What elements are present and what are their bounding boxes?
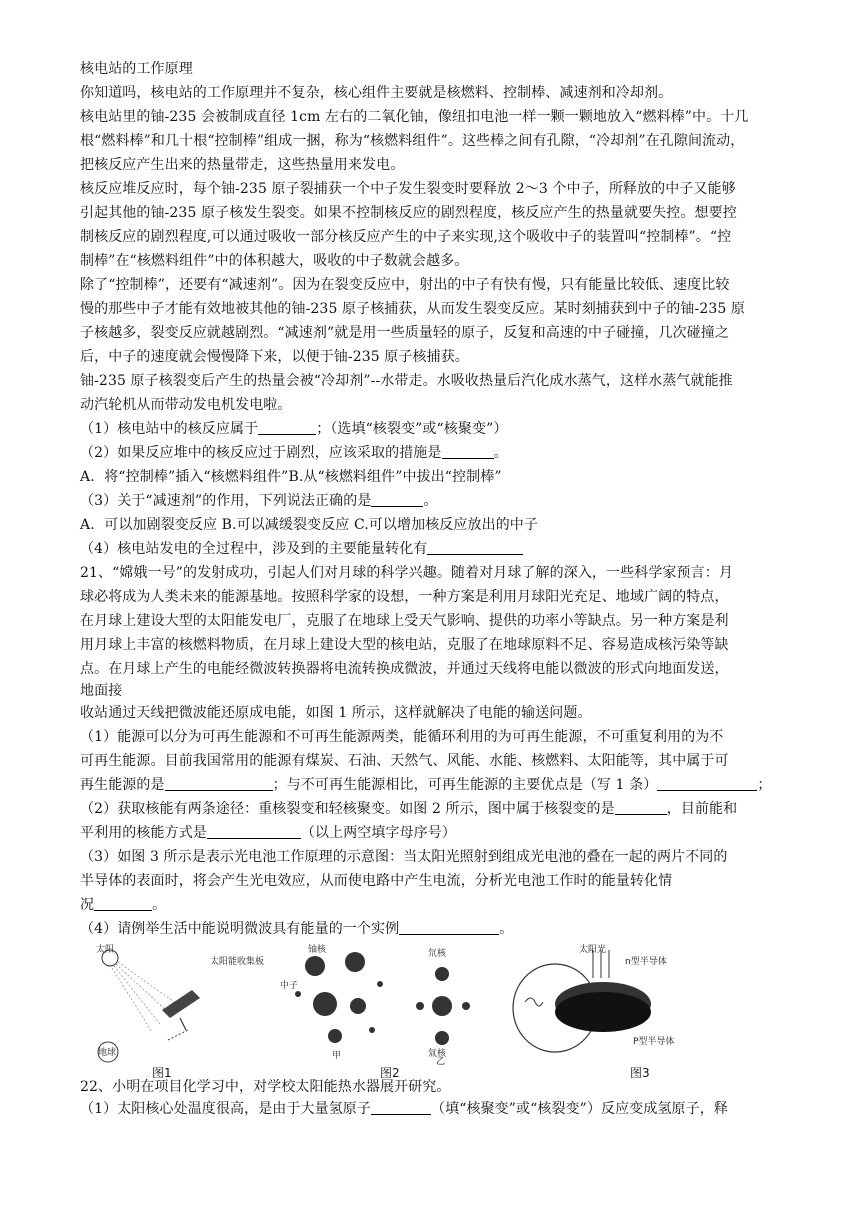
figure-2 xyxy=(280,944,490,1080)
answer-blank[interactable] xyxy=(427,540,523,555)
svg-text:铀核: 铀核 xyxy=(308,945,327,955)
passage-line: 铀-235 原子核裂变后产生的热量会被“冷却剂”--水带走。水吸收热量后汽化成水蒸气，这样水蒸气就能推 xyxy=(80,373,733,389)
figure-1 xyxy=(90,944,265,1080)
question-21-4: （4）请例举生活中能说明微波具有能量的一个实例 。 xyxy=(80,921,514,937)
passage-line: 引起其他的铀-235 原子核发生裂变。如果不控制核反应的剧烈程度，核反应产生的热量就要失控。想要控 xyxy=(80,205,737,221)
answer-blank[interactable] xyxy=(258,420,316,435)
passage-line: 子核越多，裂变反应就越剧烈。“减速剂”就是用一些质量轻的原子，反复和高速的中子碰撞，几次碰撞之 xyxy=(80,325,730,341)
fission-diagram xyxy=(295,952,383,1043)
passage-line: 核电站里的铀-235 会被制成直径 1cm 左右的二氧化铀，像纽扣电池一样一颗一颗地放入“燃料棒”中。十几 xyxy=(80,109,749,125)
semiconductor-p-shape xyxy=(555,992,651,1032)
passage-21-line: 在月球上建设大型的太阳能发电厂，克服了在地球上受天气影响、提供的功率小等缺点。另一种方案是利 xyxy=(80,613,729,629)
svg-text:P型半导体: P型半导体 xyxy=(633,1037,675,1047)
answer-blank[interactable] xyxy=(657,776,757,791)
question-21-1-end: 再生能源的是 ；与不可再生能源相比，可再生能源的主要优点是（写 1 条） ； xyxy=(80,777,772,793)
answer-blank[interactable] xyxy=(371,1100,431,1115)
svg-text:中子: 中子 xyxy=(280,981,299,991)
solar-panel-shape xyxy=(162,990,200,1018)
passage-title: 核电站的工作原理 xyxy=(80,61,193,77)
svg-text:氚核: 氚核 xyxy=(428,1049,447,1059)
question-21-2b: 平利用的核能方式是 （以上两空填字母序号） xyxy=(80,825,457,841)
passage-21-line: 收站通过天线把微波能还原成电能，如图 1 所示，这样就解决了电能的输送问题。 xyxy=(80,705,592,721)
answer-blank[interactable] xyxy=(94,896,152,911)
answer-blank[interactable] xyxy=(399,920,499,935)
figure-2-caption: 图2 xyxy=(380,1066,400,1080)
svg-text:太阳: 太阳 xyxy=(96,945,115,955)
passage-line: 把核反应产生出来的热量带走，这些热量用来发电。 xyxy=(80,157,405,173)
question-4: （4）核电站发电的全过程中，涉及到的主要能量转化有 xyxy=(80,540,780,558)
passage-line: 动汽轮机从而带动发电机发电啦。 xyxy=(80,397,292,413)
figure-3 xyxy=(505,944,675,1080)
passage-21-line: 球必将成为人类未来的能源基地。按照科学家的设想，一种方案是利用月球阳光充足、地域广阔的特点， xyxy=(80,589,729,605)
passage-21-line: （1）能源可以分为可再生能源和不可再生能源两类，能循环利用的为可再生能源，不可重复利用的为不 xyxy=(80,729,724,745)
figure-1-caption: 图1 xyxy=(152,1066,172,1080)
figures-row xyxy=(90,944,675,1084)
figure-1-diagram xyxy=(90,944,265,1064)
question-2: （2）如果反应堆中的核反应过于剧烈，应该采取的措施是 。 xyxy=(80,445,508,461)
passage-line: 制核反应的剧烈程度,可以通过吸收一部分核反应产生的中子来实现,这个吸收中子的装置叫“控制棒”。“控 xyxy=(80,229,732,245)
passage-line: 后，中子的速度就会慢慢降下来，以便于铀-235 原子核捕获。 xyxy=(80,349,469,365)
answer-blank[interactable] xyxy=(207,824,301,839)
svg-text:乙: 乙 xyxy=(436,1057,446,1067)
answer-blank[interactable] xyxy=(371,492,423,507)
passage-21-line: 点。在月球上产生的电能经微波转换器将电流转换成微波，并通过天线将电能以微波的形式向地面发送， xyxy=(80,661,729,677)
passage-line: 你知道吗，核电站的工作原理并不复杂，核心组件主要就是核燃料、控制棒、减速剂和冷却剂。 xyxy=(80,85,673,101)
figure-3-diagram xyxy=(505,944,675,1064)
question-22-1: （1）太阳核心处温度很高，是由于大量氢原子 （填“核聚变”或“核裂变”）反应变成氢原子，释 xyxy=(80,1101,728,1117)
bulb-icon xyxy=(525,998,543,1006)
svg-text:太阳光: 太阳光 xyxy=(579,945,607,955)
question-21-3: 半导体的表面时，将会产生光电效应，从而使电路中产生电流，分析光电池工作时的能量转化情 xyxy=(80,873,673,889)
passage-line: 根“燃料棒”和几十根“控制棒”组成一捆，称为“核燃料组件”。这些棒之间有孔隙，“冷却剂”在孔隙间流动， xyxy=(80,133,745,149)
question-21-2: （2）获取核能有两条途径：重核裂变和轻核聚变。如图 2 所示，图中属于核裂变的是 ，目前能和 xyxy=(80,801,738,817)
answer-blank[interactable] xyxy=(442,444,494,459)
question-21-3c: 况 。 xyxy=(80,897,167,913)
passage-line: 慢的那些中子才能有效地被其他的铀-235 原子核捕获，从而发生裂变反应。某时刻捕获到中子的铀-235 原 xyxy=(80,301,746,317)
answer-blank[interactable] xyxy=(615,800,667,815)
question-1: （1）核电站中的核反应属于 ；（选填“核裂变”或“核聚变”） xyxy=(80,421,508,437)
passage-line: 除了“控制棒”，还要有“减速剂”。因为在裂变反应中，射出的中子有快有慢，只有能量比较低、速度比较 xyxy=(80,277,730,293)
passage-21-line: 地面接 xyxy=(80,683,123,699)
passage-line: 核反应堆反应时，每个铀-235 原子裂捕获一个中子发生裂变时要释放 2～3 个中子，所释放的中子又能够 xyxy=(80,181,736,197)
svg-text:太阳能收集板: 太阳能收集板 xyxy=(210,957,265,967)
question-3-options: A．可以加剧裂变反应 B.可以减缓裂变反应 C.可以增加核反应放出的中子 xyxy=(80,517,539,533)
passage-21-line: 可再生能源。目前我国常用的能源有煤炭、石油、天然气、风能、水能、核燃料、太阳能等，其中属于可 xyxy=(80,753,729,769)
figure-2-diagram xyxy=(280,944,490,1067)
svg-text:n型半导体: n型半导体 xyxy=(625,957,667,967)
passage-22: 22、小明在项目化学习中，对学校太阳能热水器展开研究。 xyxy=(80,1079,451,1095)
passage-line: 制棒”在“核燃料组件”中的体积越大，吸收的中子数就会越多。 xyxy=(80,253,469,269)
answer-blank[interactable] xyxy=(165,776,273,791)
passage-21-line: 用月球上丰富的核燃料物质，在月球上建设大型的核电站，克服了在地球原料不足、容易造成核污染等缺 xyxy=(80,637,729,653)
question-21-3: （3）如图 3 所示是表示光电池工作原理的示意图：当太阳光照射到组成光电池的叠在一起的两片不同的 xyxy=(80,849,728,865)
question-3: （3）关于“减速剂”的作用，下列说法正确的是 。 xyxy=(80,493,438,509)
svg-text:地球: 地球 xyxy=(98,1048,117,1058)
passage-21-line: 21、“嫦娥一号”的发射成功，引起人们对月球的科学兴趣。随着对月球了解的深入，一些科学家预言：月 xyxy=(80,565,733,581)
svg-text:甲: 甲 xyxy=(332,1051,342,1061)
figure-3-caption: 图3 xyxy=(630,1066,650,1080)
svg-text:氘核: 氘核 xyxy=(428,949,447,959)
fusion-diagram xyxy=(416,967,470,1045)
question-2-options: A．将“控制棒”插入“核燃料组件”B.从“核燃料组件”中拔出“控制棒” xyxy=(80,469,502,485)
